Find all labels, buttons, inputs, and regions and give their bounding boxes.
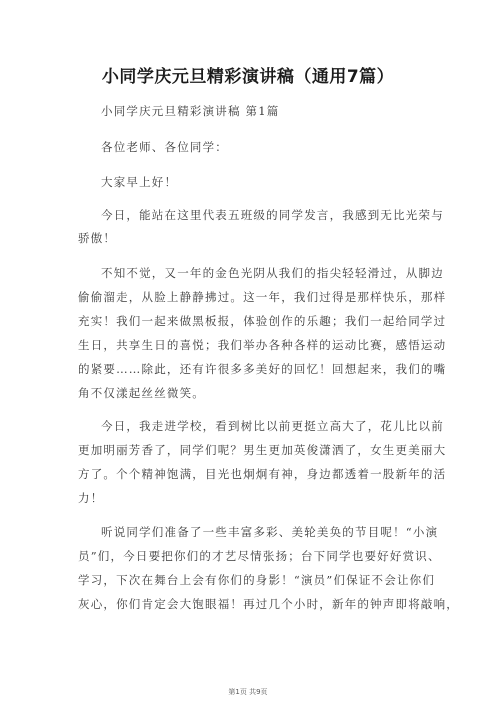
paragraph-line: 偷偷溜走，从脸上静静拂过。这一年，我们过得是那样快乐，那样 (78, 290, 447, 304)
paragraph-line: 不知不觉，又一年的金色光阴从我们的指尖轻轻滑过，从脚边 (101, 266, 444, 280)
paragraph-line: 力！ (78, 491, 104, 505)
paragraph-line: 方了。个个精神饱满，目光也炯炯有神，身边都透着一股新年的活 (78, 467, 447, 481)
paragraph-line: 员”们，今日要把你们的才艺尽情张扬；台下同学也要好好赏识、 (78, 549, 441, 563)
paragraph-line: 充实！我们一起来做黑板报，体验创作的乐趣；我们一起给同学过 (78, 314, 447, 328)
paragraph-line: 角不仅漾起丝丝微笑。 (78, 386, 205, 400)
salutation: 各位老师、各位同学： (101, 140, 228, 154)
paragraph-line: 灰心，你们肯定会大饱眼福！再过几个小时，新年的钟声即将敲响， (78, 597, 459, 611)
paragraph-line: 骄傲！ (78, 231, 117, 245)
section-subtitle: 小同学庆元旦精彩演讲稿 第1篇 (101, 104, 280, 118)
document-title: 小同学庆元旦精彩演讲稿（通用7篇） (101, 67, 395, 87)
paragraph-line: 的紧要……除此，还有许很多多美好的回忆！回想起来，我们的嘴 (78, 362, 447, 376)
paragraph-line: 今日，能站在这里代表五班级的同学发言，我感到无比光荣与 (101, 208, 444, 222)
paragraph-line: 今日，我走进学校，看到树比以前更挺立高大了，花儿比以前 (101, 419, 444, 433)
page-indicator: 第1页 共9页 (228, 688, 268, 696)
paragraph-line: 生日，共享生日的喜悦；我们举办各种各样的运动比赛，感悟运动 (78, 338, 447, 352)
paragraph-line: 更加明丽芳香了，同学们呢？男生更加英俊潇洒了，女生更美丽大 (78, 443, 447, 457)
paragraph-line: 听说同学们准备了一些丰富多彩、美轮美奂的节目呢！“小演 (101, 525, 439, 539)
greeting: 大家早上好！ (101, 175, 178, 189)
paragraph-line: 学习，下次在舞台上会有你们的身影！“演员”们保证不会让你们 (78, 573, 436, 587)
